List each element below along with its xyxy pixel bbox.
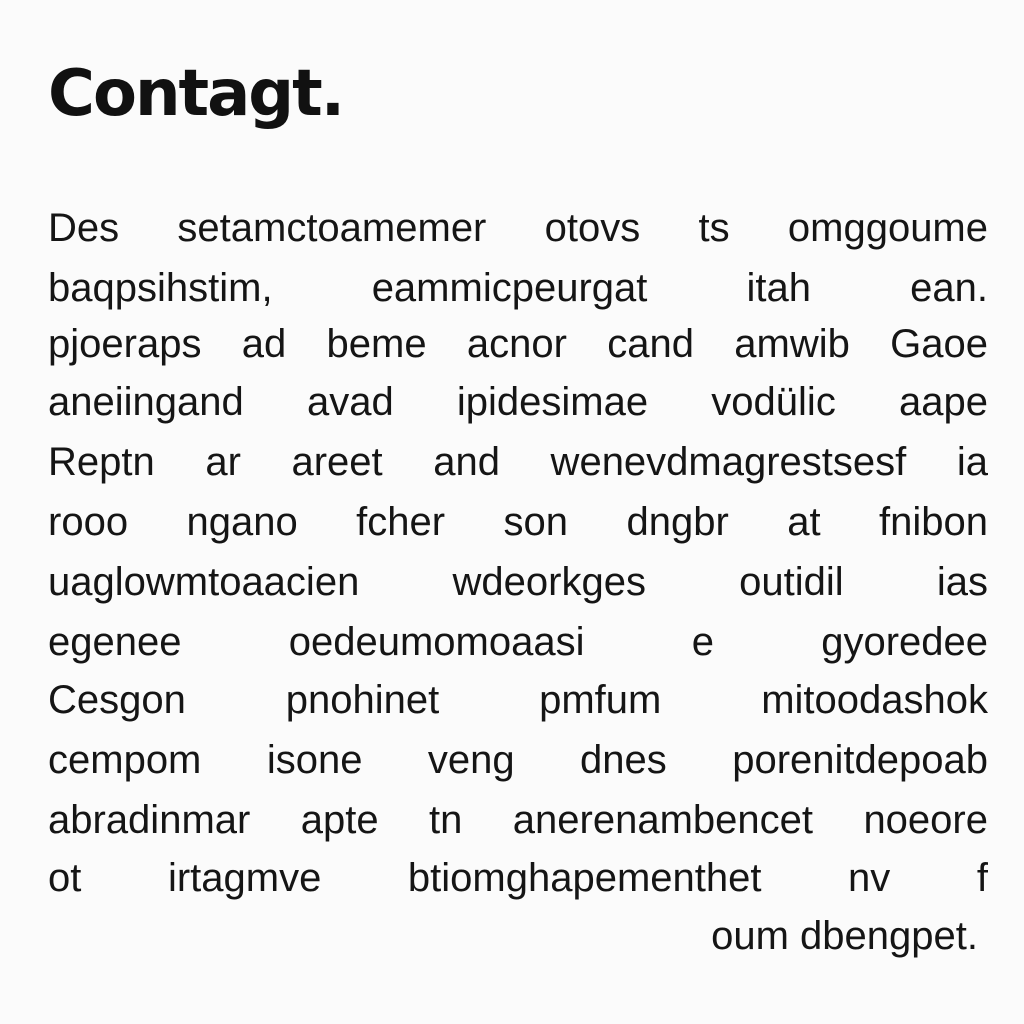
body-line-4: aneiingand avad ipidesimae vodülic aape [48,380,988,424]
body-line-5: Reptn ar areet and wenevdmagrestsesf ia [48,440,988,484]
body-line-9: Cesgon pnohinet pmfum mitoodashok [48,678,988,722]
body-line-11: abradinmar apte tn anerenambencet noeore [48,798,988,842]
body-line-3: pjoeraps ad beme acnor cand amwib Gaoe [48,322,988,366]
body-line-7: uaglowmtoaacien wdeorkges outidil ias [48,560,988,604]
body-line-10: cempom isone veng dnes porenitdepoab [48,738,988,782]
body-line-13: oum dbengpet. [711,914,978,958]
body-line-1: Des setamctoamemer otovs ts omggoume [48,206,988,250]
body-line-8: egenee oedeumomoaasi e gyoredee [48,620,988,664]
body-line-6: rooo ngano fcher son dngbr at fnibon [48,500,988,544]
body-line-2: baqpsihstim, eammicpeurgat itah ean. [48,266,988,310]
page-title: Contagt. [48,57,343,131]
body-line-12: ot irtagmve btiomghapementhet nv f [48,856,988,900]
